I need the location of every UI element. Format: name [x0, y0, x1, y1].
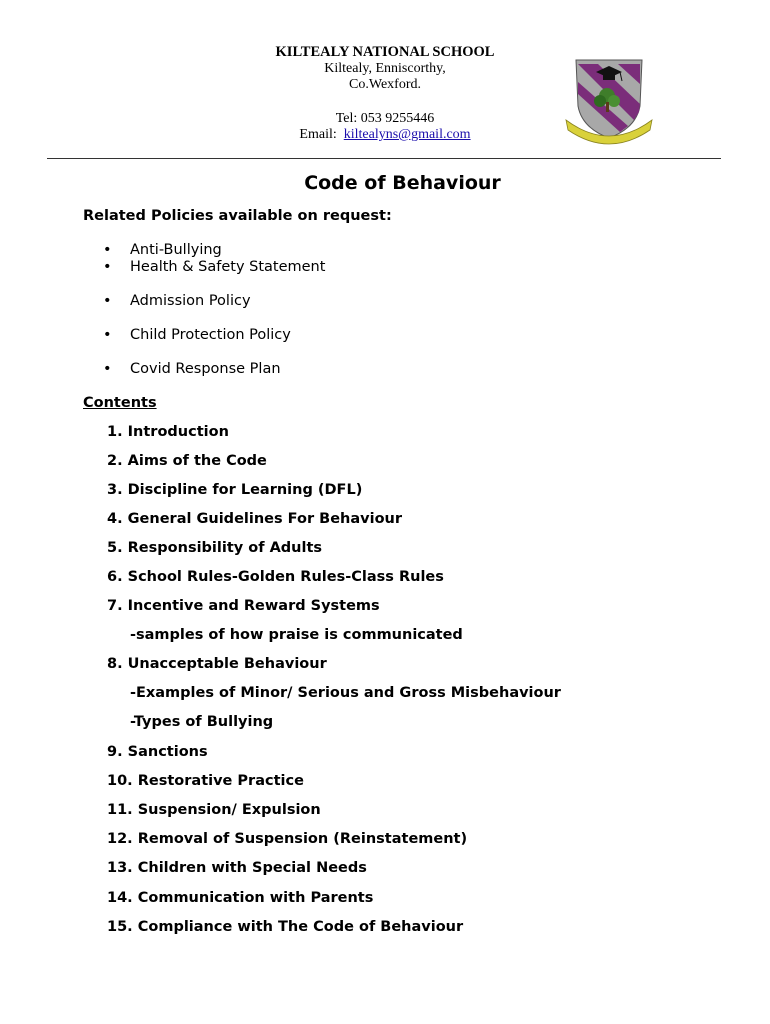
toc-item: 4. General Guidelines For Behaviour — [107, 511, 403, 527]
toc-item: 2. Aims of the Code — [107, 453, 267, 469]
toc-item: 9. Sanctions — [107, 744, 208, 760]
related-policies-heading: Related Policies available on request: — [83, 208, 392, 224]
toc-item: 7. Incentive and Reward Systems — [107, 598, 380, 614]
telephone: Tel: 053 9255446 — [335, 110, 435, 126]
contents-heading: Contents — [83, 395, 157, 411]
toc-item: 11. Suspension/ Expulsion — [107, 802, 321, 818]
toc-item: 5. Responsibility of Adults — [107, 540, 323, 556]
toc-item: 14. Communication with Parents — [107, 890, 374, 906]
email-label: Email: — [299, 127, 337, 142]
header-divider — [47, 158, 721, 159]
email-link[interactable]: kiltealyns@gmail.com — [343, 127, 471, 142]
toc-item: 3. Discipline for Learning (DFL) — [107, 482, 363, 498]
toc-subitem: -samples of how praise is communicated — [130, 627, 463, 643]
page-title: Code of Behaviour — [304, 172, 501, 194]
toc-item: 6. School Rules-Golden Rules-Class Rules — [107, 569, 444, 585]
school-name: KILTEALY NATIONAL SCHOOL — [275, 44, 495, 60]
address-line-1: Kiltealy, Enniscorthy, — [324, 60, 446, 76]
toc-item: 8. Unacceptable Behaviour — [107, 656, 327, 672]
address-line-2: Co.Wexford. — [349, 77, 421, 92]
toc-subitem: -Types of Bullying — [130, 714, 274, 730]
toc-subitem: -Examples of Minor/ Serious and Gross Misbehaviour — [130, 685, 561, 701]
school-crest-icon — [562, 54, 656, 150]
toc-item: 15. Compliance with The Code of Behaviour — [107, 919, 464, 935]
toc-item: 13. Children with Special Needs — [107, 860, 367, 876]
toc-item: 1. Introduction — [107, 424, 229, 440]
toc-item: 10. Restorative Practice — [107, 773, 304, 789]
toc-item: 12. Removal of Suspension (Reinstatement) — [107, 831, 468, 847]
